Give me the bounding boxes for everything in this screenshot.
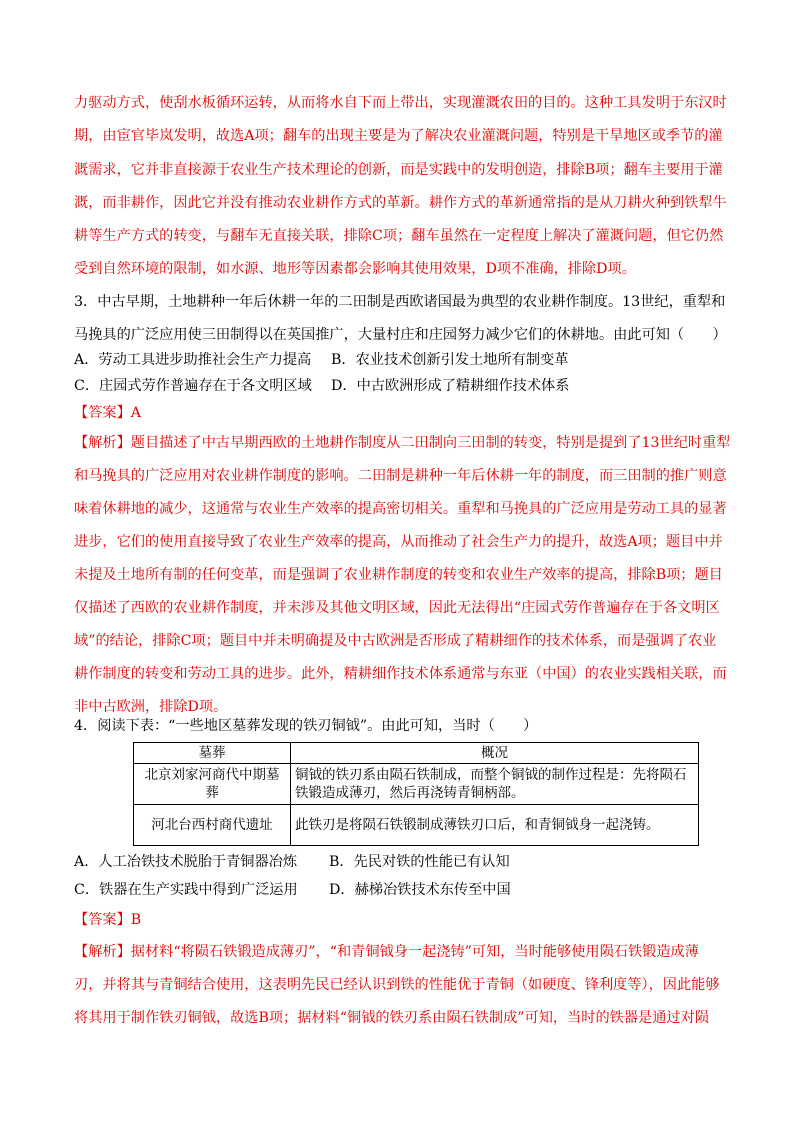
table-header-row [134,743,699,764]
option-d: D．赫梯冶铁技术东传至中国 [329,882,511,898]
analysis-line: 域”的结论，排除C项；题目中并未明确提及中古欧洲是否形成了精耕细作的技术体系，而是强调了农业 [74,633,717,649]
answer-label: 【答案】B [74,912,142,928]
analysis-line: 将其用于制作铁刃铜钺，故选B项；据材料“铜钺的铁刃系由陨石铁制成”可知，当时的铁器是通过对陨 [74,1010,709,1026]
option-b: B．农业技术创新引发土地所有制变革 [331,352,569,368]
analysis-line: 耕作制度的转变和劳动工具的进步。此外，精耕细作技术体系通常与东亚（中国）的农业实践相关联，而 [74,666,727,682]
analysis-line: 力驱动方式，使刮水板循环运转，从而将水自下而上带出，实现灌溉农田的目的。这种工具发明于东汉时 [74,95,727,111]
option-a: A．人工冶铁技术脱胎于青铜器冶炼 [74,854,298,870]
analysis-line: 【解析】题目描述了中古早期西欧的土地耕作制度从二田制向三田制的转变，特别是提到了13世纪时重犁 [74,435,731,451]
question-stem: 4．阅读下表：“一些地区墓葬发现的铁刃铜钺”。由此可知，当时（ ） [74,718,538,734]
option-b: B．先民对铁的性能已有认知 [329,854,510,870]
table-cell-site: 北京刘家河商代中期墓葬 [134,764,291,805]
analysis-line: 仅描述了西欧的农业耕作制度，并未涉及其他文明区域，因此无法得出“庄园式劳作普遍存在于各文明区 [74,600,720,616]
table-cell-desc: 铜钺的铁刃系由陨石铁制成，而整个铜钺的制作过程是：先将陨石铁锻造成薄刃，然后再浇铸青铜柄部。 [291,764,699,805]
answer-label: 【答案】A [74,405,141,421]
analysis-line: 和马挽具的广泛应用对农业耕作制度的影响。二田制是耕种一年后休耕一年的制度，而三田制的推广则意 [74,468,727,484]
data-table [133,742,699,846]
analysis-line: 味着休耕地的减少，这通常与农业生产效率的提高密切相关。重犁和马挽具的广泛应用是劳动工具的显著 [74,501,727,517]
option-c: C．庄园式劳作普遍存在于各文明区域 [74,378,312,394]
option-a: A．劳动工具进步助推社会生产力提高 [74,352,312,368]
analysis-line: 溉需求，它并非直接源于农业生产技术理论的创新，而是实践中的发明创造，排除B项；翻车主要用于灌 [74,162,723,178]
table-row [134,805,699,846]
analysis-line: 耕等生产方式的转变，与翻车无直接关联，排除C项；翻车虽然在一定程度上解决了灌溉问题，但它仍然 [74,228,724,244]
analysis-line: 未提及土地所有制的任何变革，而是强调了农业耕作制度的转变和农业生产效率的提高，排除B项；题目 [74,567,723,583]
question-stem: 马挽具的广泛应用使三田制得以在英国推广，大量村庄和庄园努力减少它们的休耕地。由此可知（ ） [74,327,727,343]
analysis-line: 【解析】据材料“将陨石铁锻造成薄刃”，“和青铜钺身一起浇铸”可知，当时能够使用陨石铁锻造成薄 [74,944,699,960]
table-cell-site: 河北台西村商代遗址 [134,805,291,846]
analysis-line: 进步，它们的使用直接导致了农业生产效率的提高，从而推动了社会生产力的提升，故选A项；题目中并 [74,534,723,550]
question-stem: 3．中古早期，土地耕种一年后休耕一年的二田制是西欧诸国最为典型的农业耕作制度。13世纪，重犁和 [74,294,726,310]
analysis-line: 期，由宦官毕岚发明，故选A项；翻车的出现主要是为了解决农业灌溉问题，特别是干旱地区或季节的灌 [74,128,723,144]
column-header: 墓葬 [134,743,291,764]
analysis-line: 非中古欧洲，排除D项。 [74,699,228,715]
analysis-line: 刃，并将其与青铜结合使用，这表明先民已经认识到铁的性能优于青铜（如硬度、锋利度等），因此能够 [74,977,720,993]
column-header: 概况 [291,743,699,764]
analysis-line: 溉，而非耕作，因此它并没有推动农业耕作方式的革新。耕作方式的革新通常指的是从刀耕火种到铁犁牛 [74,195,727,211]
analysis-line: 受到自然环境的限制，如水源、地形等因素都会影响其使用效果，D项不准确，排除D项。 [74,261,636,277]
option-c: C．铁器在生产实践中得到广泛运用 [74,882,298,898]
table-row [134,764,699,805]
option-d: D．中古欧洲形成了精耕细作技术体系 [331,378,570,394]
table-cell-desc: 此铁刃是将陨石铁锻制成薄铁刃口后，和青铜钺身一起浇铸。 [291,805,699,846]
